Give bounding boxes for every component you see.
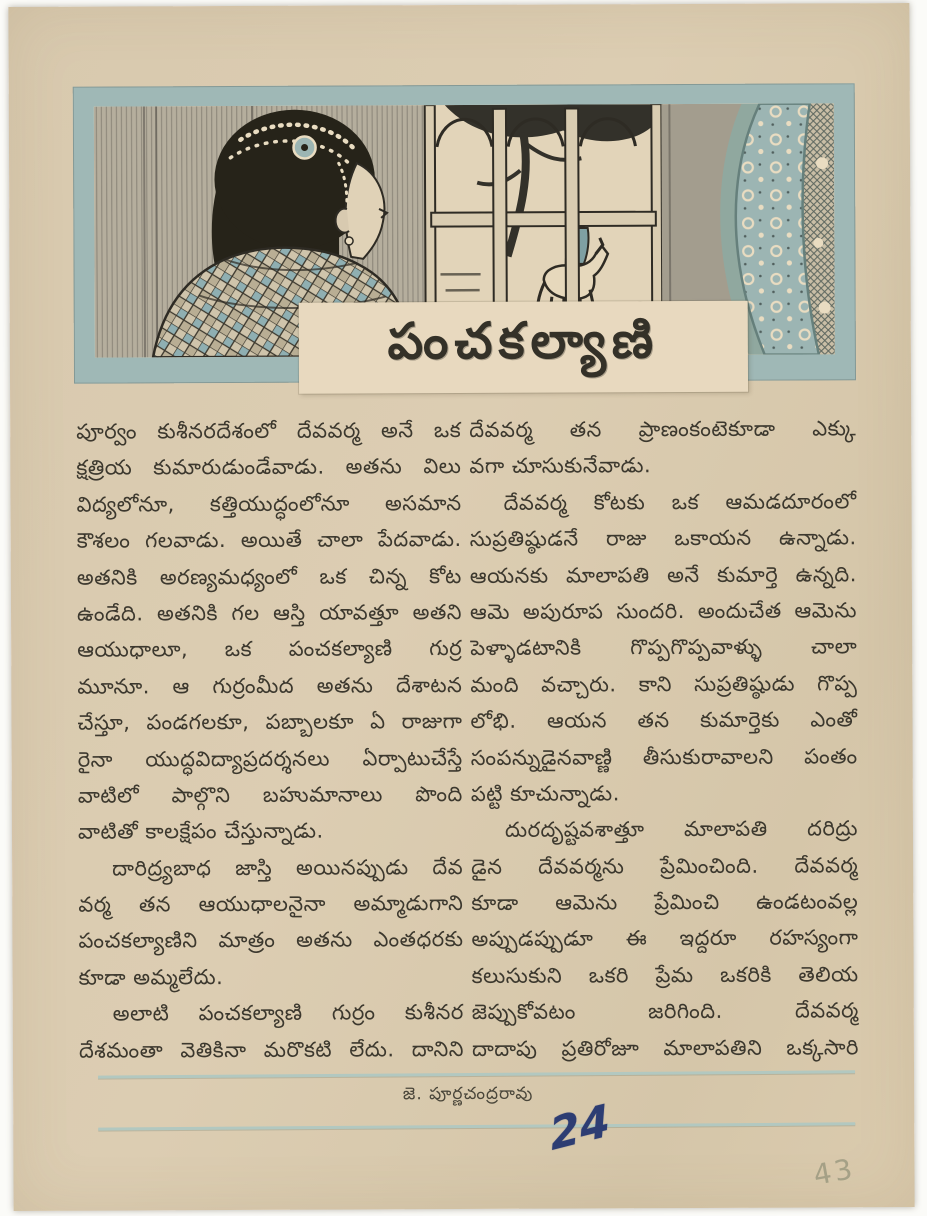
text-line: ఆమె అపురూప సుందరి. అందుచేత ఆమెను (469, 598, 858, 624)
text-line: ఆయుధాలూ, ఒక పంచకల్యాణి గుర్ర (77, 636, 463, 663)
text-line: కలుసుకుని ఒకరి ప్రేమ ఒకరికి తెలియ (471, 962, 859, 988)
text-line: క్షత్రియ కుమారుడుండేవాడు. అతను విలు (76, 454, 462, 481)
text-line: దేశమంతా వెతికినా మరొకటి లేదు. దానిని (78, 1036, 464, 1063)
text-line: మూనూ. ఆ గుర్రంమీద అతను దేశాటన (77, 672, 463, 699)
text-line: కౌశలం గలవాడు. అయితే చాలా పేదవాడు. (76, 527, 462, 553)
text-line: దేవవర్మ తన ప్రాణంకంటెకూడా ఎక్కు (469, 416, 857, 442)
text-line: పూర్వం కుశీనరదేశంలో దేవవర్మ అనే ఒక (76, 417, 462, 444)
story-column-right (469, 410, 859, 1072)
text-line: దారిద్ర్యబాధ జాస్తి అయినప్పుడు దేవ (112, 854, 464, 881)
text-line: పంచకల్యాణిని మాత్రం అతను ఎంతధరకు (78, 927, 464, 954)
text-line: పట్టి కూచున్నాడు. (470, 781, 620, 806)
text-line: అతనికి అరణ్యమధ్యంలో ఒక చిన్న కోట (76, 563, 462, 590)
story-column-left (76, 412, 464, 1074)
text-line: దురదృష్టవశాత్తూ మాలాపతి దరిద్రు (504, 816, 859, 843)
footer-rule-bottom (98, 1122, 855, 1130)
text-line: ఉండేది. అతనికి గల ఆస్తి యావత్తూ అతని (76, 599, 463, 626)
text-line: చేస్తూ, పండగలకూ, పబ్బాలకూ ఏ రాజుగా (77, 709, 463, 735)
text-line: మంది వచ్చారు. కాని సుప్రతిష్ఠుడు గొప్ప (470, 671, 858, 697)
text-line: సంపన్నుడైనవాణ్ణి తీసుకురావాలని పంతం (470, 743, 858, 770)
text-line: వాటిలో పాల్గొని బహుమానాలు పొంది (77, 781, 463, 808)
text-line: ఆయనకు మాలాపతి అనే కుమార్తె ఉన్నది. (469, 561, 857, 588)
text-line: డైన దేవవర్మను ప్రేమించింది. దేవవర్మ (471, 852, 859, 879)
handwritten-page-number: 24 (547, 1094, 613, 1162)
text-line: కూడా అమ్మలేదు. (78, 964, 224, 990)
text-line: జెప్పుకోవటం జరిగింది. దేవవర్మ (471, 998, 859, 1025)
text-line: లోభి. ఆయన తన కుమార్తెకు ఎంతో (470, 707, 858, 734)
story-title: పంచకల్యాణి (387, 311, 660, 371)
author-byline: జె. పూర్ణచంద్రరావు (402, 1083, 534, 1105)
text-line: కూడా ఆమెను ప్రేమించి ఉండటంవల్ల (471, 889, 859, 916)
text-line: వగా చూసుకునేవాడు. (469, 453, 652, 479)
text-line: దాదాపు ప్రతిరోజూ మాలాపతిని ఒక్కసారి (471, 1034, 859, 1061)
text-line: సుప్రతిష్ఠుడనే రాజు ఒకాయన ఉన్నాడు. (469, 525, 857, 552)
title-banner (299, 301, 748, 394)
text-line: అలాటి పంచకల్యాణి గుర్రం కుశీనర (112, 1000, 464, 1026)
text-line: రైనా యుద్ధవిద్యాప్రదర్శనలు ఏర్పాటుచేస్తే (77, 745, 463, 772)
text-line: పెళ్ళాడటానికి గొప్పగొప్పవాళ్ళు చాలా (470, 634, 858, 661)
text-line: వాటితో కాలక్షేపం చేస్తున్నాడు. (77, 818, 324, 844)
text-line: వర్మ తన ఆయుధాలనైనా అమ్మాడుగాని (78, 891, 464, 917)
text-line: విద్యలోనూ, కత్తియుద్ధంలోనూ అసమాన (76, 490, 462, 517)
text-line: అప్పుడప్పుడూ ఈ ఇద్దరూ రహస్యంగా (471, 925, 859, 952)
text-line: దేవవర్మ కోటకు ఒక ఆమడదూరంలో (503, 489, 857, 515)
pencil-scribble: 43 (810, 1151, 858, 1192)
scanned-page (8, 3, 914, 1211)
